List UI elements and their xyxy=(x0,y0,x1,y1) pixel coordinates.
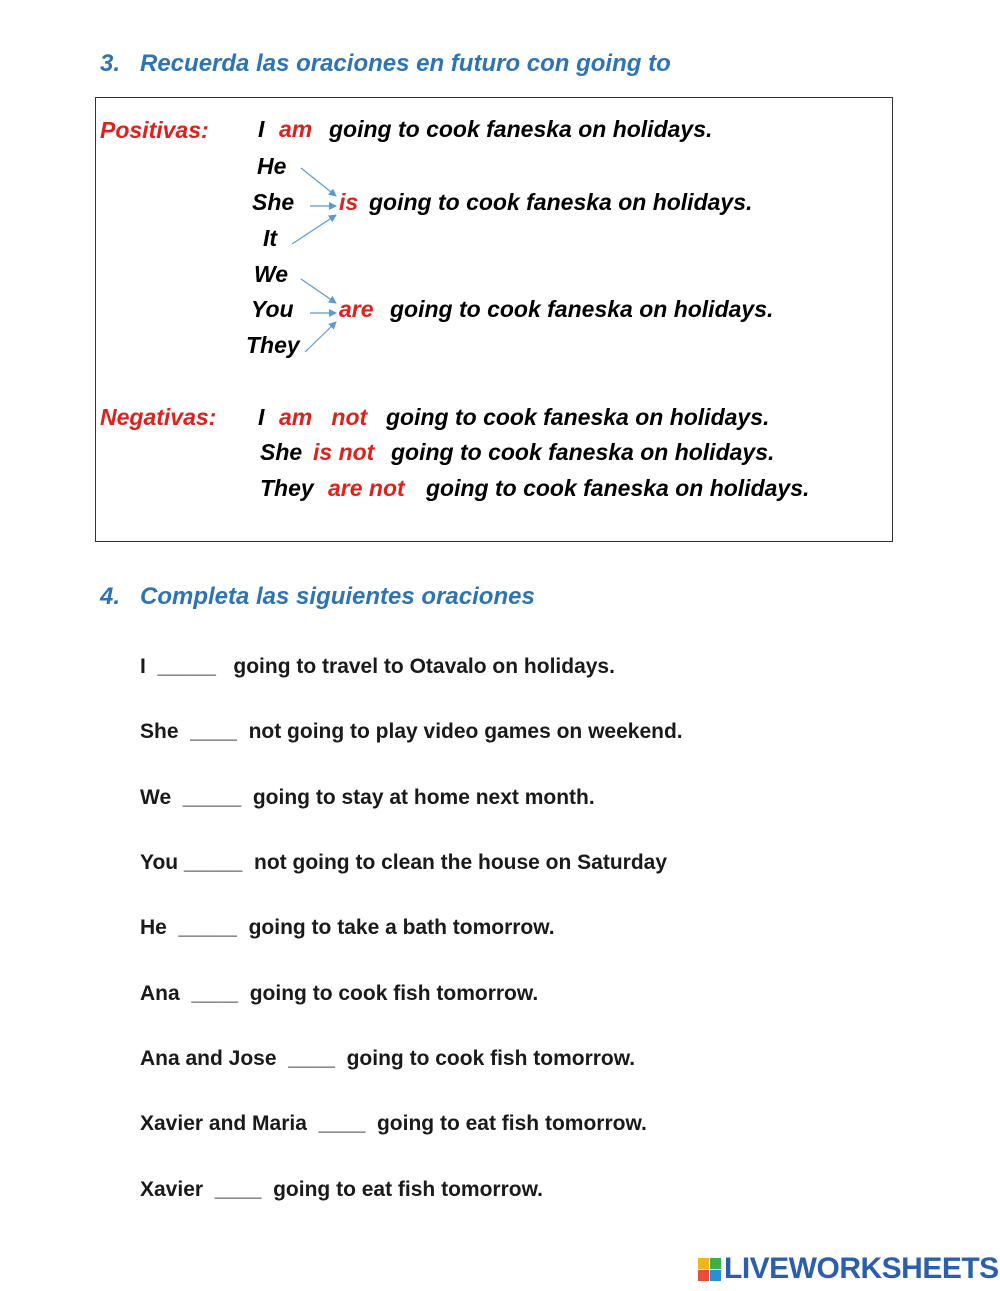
exercise-sentence-7[interactable]: Ana and Jose ____ going to cook fish tomorrow. xyxy=(140,1047,636,1070)
arrow-icon xyxy=(305,322,336,352)
subject-we: We xyxy=(254,261,289,287)
negative-subject-1: I xyxy=(258,404,265,430)
section-3-number: 3. xyxy=(100,50,121,77)
negative-rest-2: going to cook faneska on holidays. xyxy=(391,439,775,465)
positive-is-verb: is xyxy=(339,189,359,215)
arrow-icon xyxy=(301,279,336,303)
negative-label: Negativas: xyxy=(100,404,217,430)
negative-subject-3: They xyxy=(260,475,314,501)
positive-rest-2: going to cook faneska on holidays. xyxy=(369,189,753,215)
section-4-number: 4. xyxy=(100,583,121,610)
negative-rest-3: going to cook faneska on holidays. xyxy=(426,475,810,501)
negative-verb-2: is not xyxy=(313,439,375,465)
subject-they: They xyxy=(246,332,300,358)
subject-you: You xyxy=(251,296,294,322)
exercise-sentence-8[interactable]: Xavier and Maria ____ going to eat fish tomorrow. xyxy=(140,1112,647,1135)
positive-am-verb: am xyxy=(279,116,313,142)
positive-i-subject: I xyxy=(258,116,265,142)
negative-subject-2: She xyxy=(260,439,303,465)
negative-verb-1: am not xyxy=(279,404,368,430)
section-4-heading xyxy=(100,583,535,611)
positive-rest-3: going to cook faneska on holidays. xyxy=(390,296,774,322)
positive-label: Positivas: xyxy=(100,117,209,143)
arrow-icon xyxy=(301,168,336,196)
negative-rest-1: going to cook faneska on holidays. xyxy=(386,404,770,430)
exercise-sentence-4[interactable]: You _____ not going to clean the house on Saturday xyxy=(140,851,668,874)
exercise-sentence-2[interactable]: She ____ not going to play video games on weekend. xyxy=(140,720,683,743)
subject-it: It xyxy=(263,225,278,251)
logo-text: LIVEWORKSHEETS xyxy=(724,1252,999,1285)
exercise-sentence-5[interactable]: He _____ going to take a bath tomorrow. xyxy=(140,916,555,939)
section-3-title: Recuerda las oraciones en futuro con going to xyxy=(140,50,671,77)
liveworksheets-logo xyxy=(698,1254,999,1284)
positive-rest-1: going to cook faneska on holidays. xyxy=(329,116,713,142)
negative-verb-3: are not xyxy=(328,475,405,501)
exercise-sentence-6[interactable]: Ana ____ going to cook fish tomorrow. xyxy=(140,982,539,1005)
section-4-title: Completa las siguientes oraciones xyxy=(140,583,535,610)
subject-he: He xyxy=(257,153,287,179)
exercise-sentence-1[interactable]: I _____ going to travel to Otavalo on holidays. xyxy=(140,655,615,678)
logo-mark-icon xyxy=(698,1258,721,1281)
arrow-icon xyxy=(292,215,336,244)
positive-are-verb: are xyxy=(339,296,374,322)
exercise-sentence-3[interactable]: We _____ going to stay at home next month. xyxy=(140,786,595,809)
exercise-sentence-9[interactable]: Xavier ____ going to eat fish tomorrow. xyxy=(140,1178,543,1201)
subject-she: She xyxy=(252,189,295,215)
